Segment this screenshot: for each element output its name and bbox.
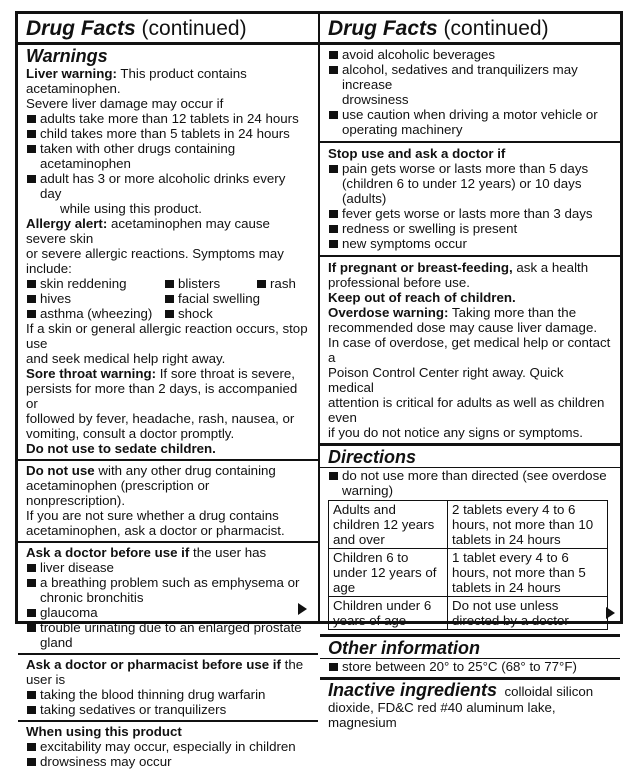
ask-pharm-text: the user is bbox=[26, 657, 304, 687]
continue-arrow-icon bbox=[606, 607, 615, 619]
header-title: Drug Facts bbox=[26, 17, 136, 40]
list-item: pain gets worse or lasts more than 5 days bbox=[328, 161, 612, 176]
allergy-alert bbox=[26, 216, 310, 246]
list-item: excitability may occur, especially in children bbox=[26, 739, 310, 754]
list-item: child takes more than 5 tablets in 24 hours bbox=[26, 126, 310, 141]
overdose-label: Overdose warning: bbox=[328, 305, 449, 320]
inactive-ingredients bbox=[328, 680, 612, 700]
throat-line: followed by fever, headache, rash, nausea, or bbox=[26, 411, 295, 426]
overdose-text: Taking more than the bbox=[451, 305, 577, 320]
ask-pharmacist bbox=[26, 657, 310, 687]
list-item-cont: chronic bronchitis bbox=[40, 590, 144, 605]
directions-title: Directions bbox=[328, 447, 417, 467]
dose-cell: 1 tablet every 4 to 6 hours, not more than 5 tablets in 24 hours bbox=[448, 549, 608, 597]
when-using-label: When using this product bbox=[26, 724, 182, 739]
list-item: a breathing problem such as emphysema or bbox=[26, 575, 310, 590]
inactive-title: Inactive ingredients bbox=[328, 680, 498, 700]
right-header bbox=[328, 17, 612, 40]
throat-label: Sore throat warning: bbox=[26, 366, 157, 381]
keep-out-of-reach: Keep out of reach of children. bbox=[328, 290, 516, 305]
other-info-title: Other information bbox=[328, 638, 480, 658]
list-item: adult has 3 or more alcoholic drinks every day bbox=[26, 171, 310, 201]
symptom-item: facial swelling bbox=[164, 291, 316, 306]
left-column bbox=[18, 14, 320, 769]
table-row bbox=[329, 501, 608, 549]
list-item: taken with other drugs containing acetaminophen bbox=[26, 141, 310, 171]
list-item: taking sedatives or tranquilizers bbox=[26, 702, 310, 717]
ask-doctor-label: Ask a doctor before use if bbox=[26, 545, 190, 560]
do-not-use-label: Do not use bbox=[26, 463, 95, 478]
throat-line: vomiting, consult a doctor promptly. bbox=[26, 426, 235, 441]
list-item: trouble urinating due to an enlarged prostate gland bbox=[26, 620, 310, 650]
list-item: use caution when driving a motor vehicle or bbox=[328, 107, 612, 122]
do-not-use-line: If you are not sure whether a drug contains bbox=[26, 508, 279, 523]
symptom-item: rash bbox=[256, 276, 316, 291]
allergy-tail: If a skin or general allergic reaction occurs, stop use bbox=[26, 321, 308, 351]
do-not-use-line: acetaminophen, ask a doctor or pharmacist. bbox=[26, 523, 285, 538]
throat-line: persists for more than 2 days, is accompanied or bbox=[26, 381, 298, 411]
table-row bbox=[329, 549, 608, 597]
left-header bbox=[26, 17, 310, 40]
overdose-warning bbox=[328, 305, 612, 320]
symptom-item: hives bbox=[26, 291, 164, 306]
dosage-table bbox=[328, 500, 608, 630]
pregnant-text: ask a health bbox=[516, 260, 589, 275]
list-item: liver disease bbox=[26, 560, 310, 575]
overdose-line: recommended dose may cause liver damage. bbox=[328, 320, 598, 335]
list-item: new symptoms occur bbox=[328, 236, 612, 251]
stop-use-label: Stop use and ask a doctor if bbox=[328, 146, 506, 161]
do-not-use bbox=[26, 463, 310, 478]
liver-label: Liver warning: bbox=[26, 66, 117, 81]
list-item: drowsiness may occur bbox=[26, 754, 310, 769]
symptom-grid bbox=[26, 276, 310, 321]
allergy-text: acetaminophen may cause severe skin bbox=[26, 216, 270, 246]
pregnant-warning bbox=[328, 260, 612, 275]
age-cell: Children under 6 years of age bbox=[329, 597, 448, 630]
overdose-line: attention is critical for adults as well as children even bbox=[328, 395, 605, 425]
liver-warning bbox=[26, 66, 310, 96]
header-suffix: (continued) bbox=[141, 17, 247, 40]
list-item: alcohol, sedatives and tranquilizers may increase bbox=[328, 62, 612, 92]
symptom-item: shock bbox=[164, 306, 316, 321]
dose-cell: 2 tablets every 4 to 6 hours, not more than 10 tablets in 24 hours bbox=[448, 501, 608, 549]
list-item: adults take more than 12 tablets in 24 hours bbox=[26, 111, 310, 126]
dose-cell: Do not use unless directed by a doctor bbox=[448, 597, 608, 630]
list-item-cont: drowsiness bbox=[342, 92, 409, 107]
sore-throat-warning bbox=[26, 366, 310, 381]
overdose-line: if you do not notice any signs or symptoms. bbox=[328, 425, 583, 440]
liver-text: This product contains acetaminophen. bbox=[26, 66, 247, 96]
do-not-use-text: with any other drug containing bbox=[98, 463, 276, 478]
symptom-item: asthma (wheezing) bbox=[26, 306, 164, 321]
pregnant-label: If pregnant or breast-feeding, bbox=[328, 260, 513, 275]
symptom-item: skin reddening bbox=[26, 276, 164, 291]
list-item-cont: (children 6 to under 12 years) or 10 days (adults) bbox=[342, 176, 582, 206]
right-column bbox=[320, 14, 620, 730]
age-cell: Children 6 to under 12 years of age bbox=[329, 549, 448, 597]
warnings-title: Warnings bbox=[26, 46, 108, 66]
list-item: fever gets worse or lasts more than 3 days bbox=[328, 206, 612, 221]
list-item-cont: operating machinery bbox=[342, 122, 463, 137]
overdose-line: In case of overdose, get medical help or contact a bbox=[328, 335, 611, 365]
pregnant-text2: professional before use. bbox=[328, 275, 470, 290]
list-item: redness or swelling is present bbox=[328, 221, 612, 236]
directions-note: do not use more than directed (see overdose warning) bbox=[328, 468, 612, 498]
drug-facts-panel bbox=[15, 11, 623, 769]
sedate-warning: Do not use to sedate children. bbox=[26, 441, 216, 456]
overdose-line: Poison Control Center right away. Quick medical bbox=[328, 365, 564, 395]
ask-pharm-label: Ask a doctor or pharmacist before use if bbox=[26, 657, 281, 672]
inactive-text2: dioxide, FD&C red #40 aluminum lake, magnesium bbox=[328, 700, 556, 730]
list-item: glaucoma bbox=[26, 605, 310, 620]
ask-doctor-text: the user has bbox=[193, 545, 267, 560]
allergy-text2: or severe allergic reactions. Symptoms may include: bbox=[26, 246, 284, 276]
storage-item: store between 20° to 25°C (68° to 77°F) bbox=[328, 659, 612, 674]
header-suffix: (continued) bbox=[443, 17, 549, 40]
continue-arrow-icon bbox=[298, 603, 307, 615]
header-title: Drug Facts bbox=[328, 17, 438, 40]
do-not-use-line: acetaminophen (prescription or nonprescription). bbox=[26, 478, 210, 508]
inactive-text: colloidal silicon bbox=[504, 684, 594, 699]
liver-text2: Severe liver damage may occur if bbox=[26, 96, 224, 111]
symptom-item: blisters bbox=[164, 276, 256, 291]
ask-doctor bbox=[26, 545, 310, 560]
list-item: taking the blood thinning drug warfarin bbox=[26, 687, 310, 702]
allergy-tail2: and seek medical help right away. bbox=[26, 351, 226, 366]
table-row bbox=[329, 597, 608, 630]
list-item: avoid alcoholic beverages bbox=[328, 47, 612, 62]
age-cell: Adults and children 12 years and over bbox=[329, 501, 448, 549]
liver-tail: while using this product. bbox=[60, 201, 202, 216]
allergy-label: Allergy alert: bbox=[26, 216, 108, 231]
throat-text: If sore throat is severe, bbox=[159, 366, 295, 381]
